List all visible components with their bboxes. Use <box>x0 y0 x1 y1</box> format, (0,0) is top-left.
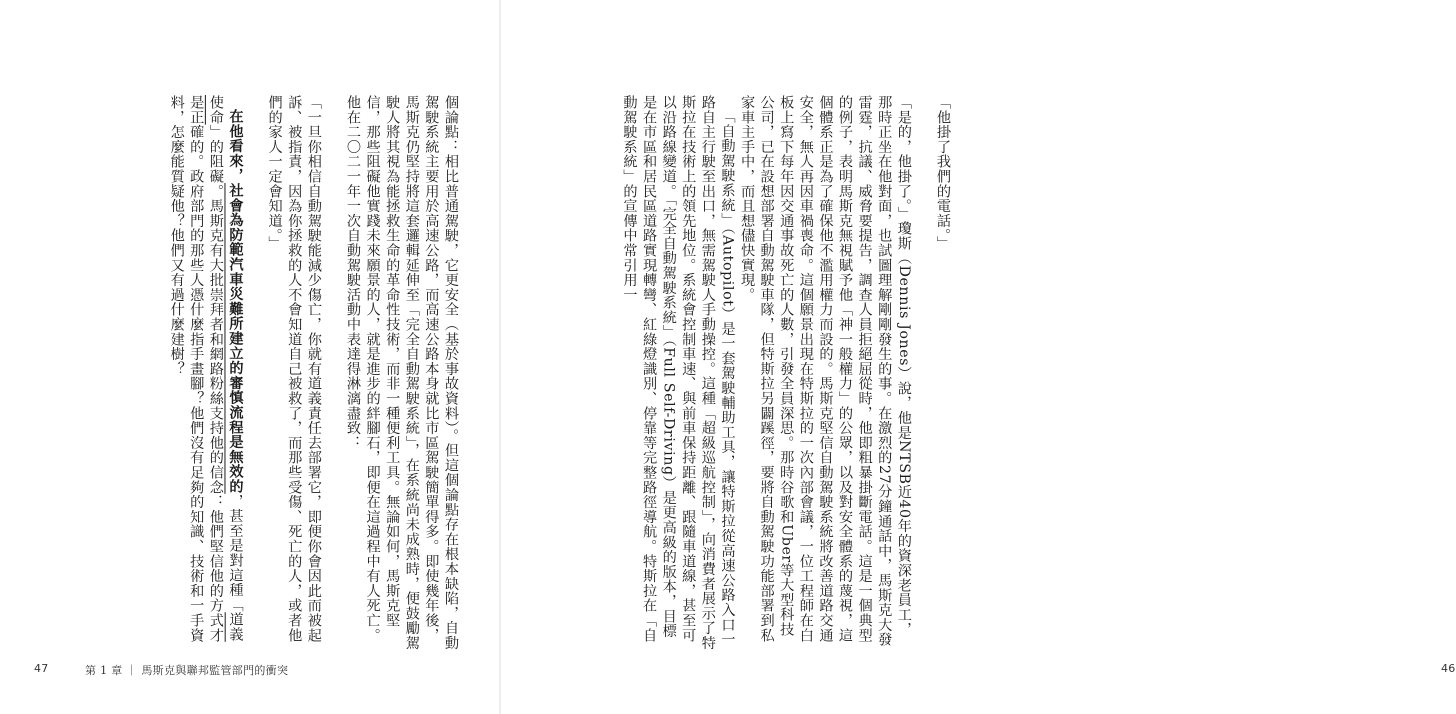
left-page-body <box>5 95 460 651</box>
emphasis-phrase: 社會為防範汽車災難所建立的審慎流程是無效的 <box>227 183 244 494</box>
quote-paragraph: 「一旦你相信自動駕駛能減少傷亡，你就有道義責任去部署它，即便你會因此而被起訴、被指責，因為你拯救的人不會知道自己被救了，而那些受傷、死亡的人，或者他們的家人一定會知道。」 <box>266 95 322 643</box>
left-page <box>0 0 499 714</box>
paragraph-jones: 「是的，他掛了。」瓊斯（Dennis Jones）說，他是NTSB近40年的資深老員工，那時正坐在他對面，也試圖理解剛剛發生的事。在激烈的27分鐘通話中，馬斯克大發雷霆，抗議、威脅要提告，調查人員拒絕屈從時，他即粗暴掛斷電話。這是一個典型的例子，表明馬斯克無視賦予他「神一般權力」的公眾，以及對安全體系的蔑視，這個體系正是為了確保他不濫用權力而設的。馬斯克堅信自動駕駛系統將改善道路交通安全，無人再因車禍喪命。這個願景出現在特斯拉的一次內部會議，一位工程師在白板上寫下每年因交通事故死亡的人數，引發全員深思。那時谷歌和Uber等大型科技公司，已在設想部署自動駕駛車隊，但特斯拉另闢蹊徑，要將自動駕駛功能部署到私家車主手中，而且想儘快實現。 <box>739 95 912 648</box>
mid-text: ，甚至是對這種「 <box>227 494 244 613</box>
tail-text: 」的阻礙。馬斯克有大批崇拜者和網路粉絲支持他的信念：他們堅信他的方式才是正確的。政府部門的那些人憑什麼指手畫腳？他們沒有足夠的知識、技術和一手資料，怎麼能質疑他？他們又有過什麼建樹？ <box>168 95 224 643</box>
right-page <box>501 0 1456 714</box>
running-header-chapter: 第 1 章 ｜ 馬斯克與聯邦監管部門的衝突 <box>85 664 289 677</box>
underlined-phrase: 道義使命 <box>207 95 244 643</box>
page-number-left: 47 <box>34 662 49 675</box>
right-page-body <box>532 95 952 651</box>
paragraph-autopilot: 「自動駕駛系統」（Autopilot）是一套駕駛輔助工具，讓特斯拉從高速公路入口一路自主行駛至出口，無需駕駛人手動操控。這種「超級巡航控制」，向消費者展示了特斯拉在技術上的領先地位。系統會控制車速、與前車保持距離、跟隨車道線，甚至可以沿路線變道。「完全自動駕駛系統」（Full Self-Driving）是更高級的版本，目標是在市區和居民區道路實現轉彎、紅綠燈識別、停靠等完整路徑導航。特斯拉在「自動駕駛系統」的宣傳中常引用一 <box>621 95 736 651</box>
paragraph-1: 個論點：相比普通駕駛，它更安全（基於事故資料）。但這個論點存在根本缺陷，自動駕駛系統主要用於高速公路，而高速公路本身就比市區駕駛簡單得多。即使幾年後，馬斯克仍堅持將這套邏輯延伸至「完全自動駕駛系統」，在系統尚未成熟時，便鼓勵駕駛人將其視為能拯救生命的革命性技術，而非一種便利工具。無論如何，馬斯克堅信，那些阻礙他實踐未來願景的人，就是進步的絆腳石，即便在這過程中有人死亡。他在二〇二一年一次自動駕駛活動中表達得淋漓盡致： <box>345 95 459 651</box>
lead-phrase: 在他看來， <box>227 109 244 184</box>
paragraph-3 <box>166 95 244 651</box>
page-number-right: 46 <box>1441 662 1456 675</box>
opening-quote: 「他掛了我們的電話。」 <box>935 95 951 251</box>
